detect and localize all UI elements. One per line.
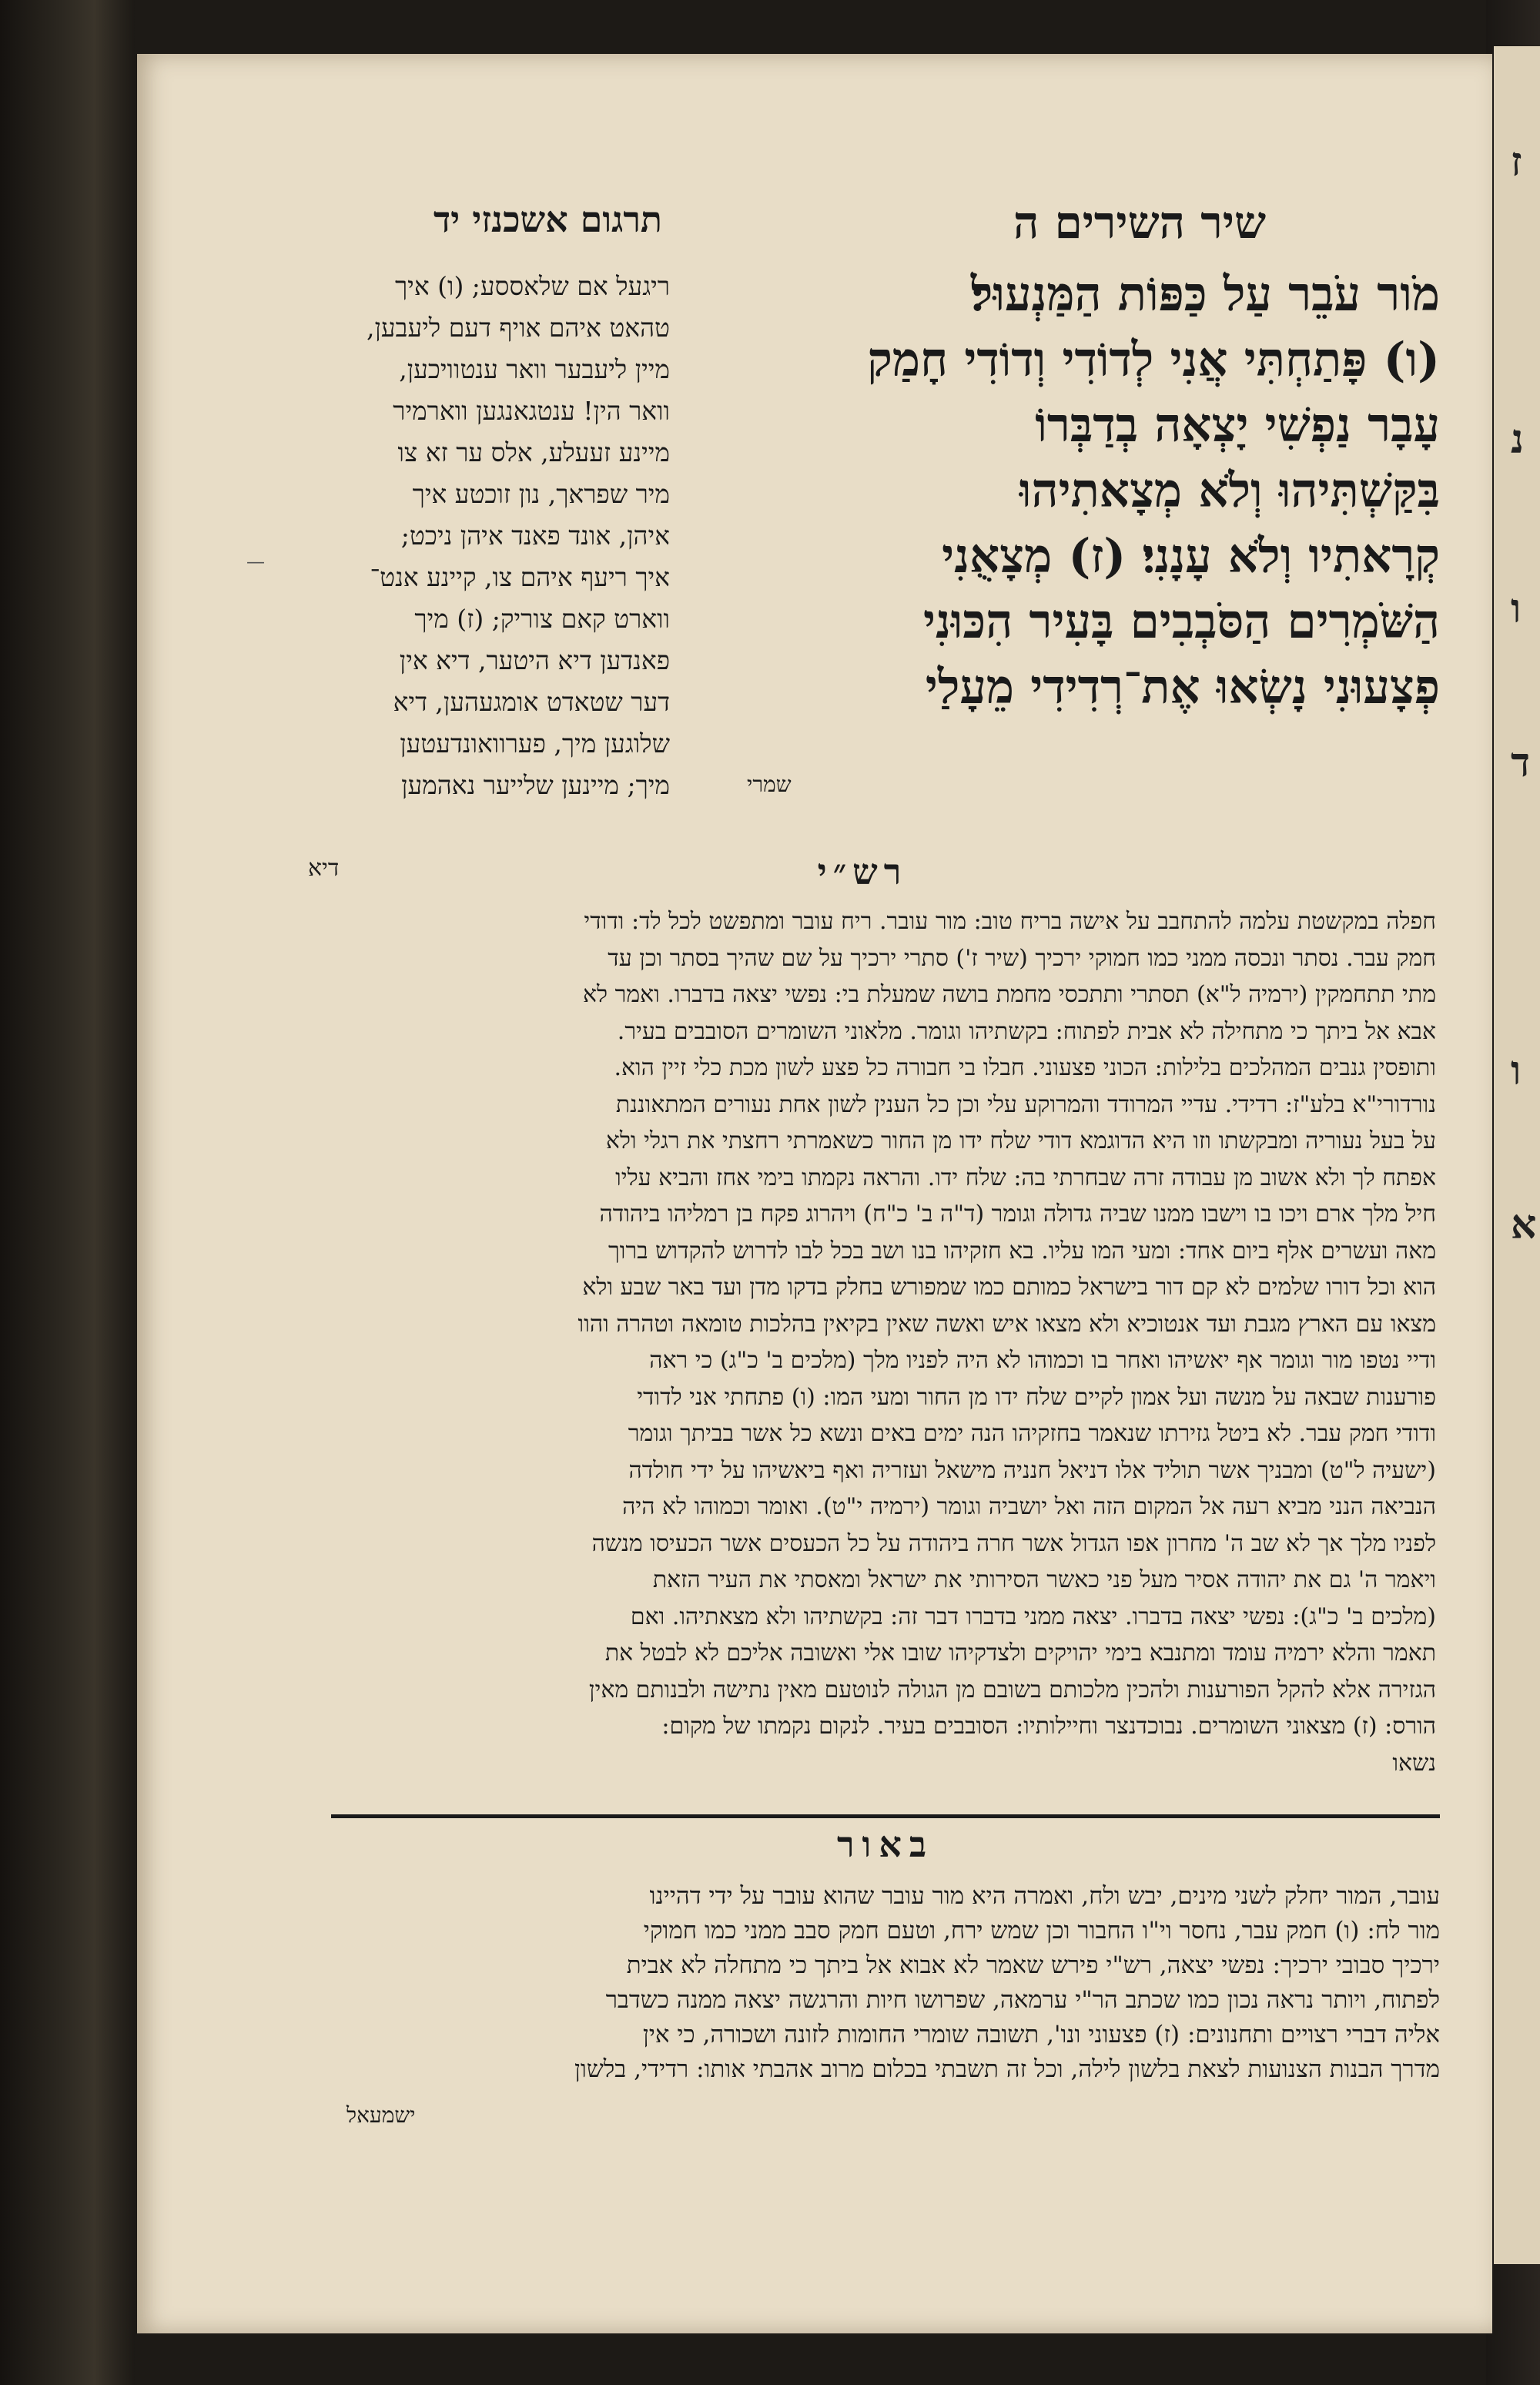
section-divider <box>331 1814 1440 1818</box>
rashi-line: מתי תתחמקין (ירמיה ל"א) תסתרי ותתכסי מחמת בושה שמעלת בי: נפשי יצאה בדברו. ואמר לא <box>583 981 1436 1008</box>
biur-line: מדרך הבנות הצנועות לצאת בלשון לילה, וכל זה תשבתי בכלום מרוב אהבתי אותו: רדידי, בלשון <box>574 2055 1440 2083</box>
rashi-line: הורס: (ז) מצאוני השומרים. נבוכדנצר וחיילותיו: הסובבים בעיר. לנקום נקמתו של מקום: <box>661 1713 1436 1740</box>
biur-line: ירכיך סבובי ירכיך: נפשי יצאה, רש"י פירש שאמר לא אבוא אל ביתך כי מתחלה לא אבית <box>626 1951 1440 1979</box>
targum-column <box>308 266 670 806</box>
rashi-line: ויאמר ה' גם את יהודה אסיר מעל פני כאשר הסירותי את ישראל ומאסתי את העיר הזאת <box>652 1566 1436 1593</box>
targum-line: דער שטאדט אומגעהען, דיא <box>393 687 670 717</box>
targum-line: פאנדען דיא היטער, דיא אין <box>399 645 670 675</box>
rashi-line: הנביאה הנני מביא רעה אל המקום הזה ואל יושביה וגומר (ירמיה י"ט). ואומר וכמוהו לא היה <box>622 1493 1436 1520</box>
rashi-line: חפלה במקשטת עלמה להתחבב על אישה בריח טוב: מור עובר. ריח עובר ומתפשט לכל לד: ודודי <box>584 908 1436 935</box>
rashi-line: ודיי נטפו מור וגומר אף יאשיהו ואחר בו וכמוהו לא היה לפניו מלך (מלכים ב' כ"ג) כי ראה <box>649 1347 1436 1374</box>
verse-text <box>808 262 1440 720</box>
biur-line: אליה דברי רצויים ותחנונים: (ז) פצעוני ונו', תשובה שומרי החומות לזונה ושכורה, כי אין <box>642 2021 1440 2048</box>
targum-line: מיינע זעעלע, אלס ער זא צו <box>397 437 670 467</box>
verse-catchword: שמרי <box>747 772 792 797</box>
next-page-glyph: ו <box>1511 1047 1522 1094</box>
targum-line: ריגעל אם שלאססע; (ו) איך <box>394 271 670 301</box>
targum-line: ווארט קאם צוריק; (ז) מיך <box>414 604 670 634</box>
rashi-line: לפניו מלך אך לא שב ה' מחרון אפו הגדול אשר חרה ביהודה על כל הכעסים אשר הכעיסו מנשה <box>591 1529 1436 1557</box>
biur-catchword: ישמעאל <box>346 2102 416 2128</box>
rashi-line: חמק עבר. נסתר ונכסה ממני כמו חמוקי ירכיך (שיר ז') סתרי ירכיך על שם שהיך בסתר וכן עד <box>608 944 1436 972</box>
margin-mark: — <box>246 551 265 572</box>
next-page-glyph: ד <box>1511 739 1531 786</box>
next-page-edge <box>1494 46 1540 2264</box>
rashi-line: (מלכים ב' כ"ג): נפשי יצאה בדברו. יצאה ממני בדברו דבר זה: בקשתיהו ולא מצאתיהו. ואם <box>630 1603 1436 1630</box>
next-page-glyph: ז <box>1511 139 1522 186</box>
rashi-line: ודודי חמק עבר. לא ביטל גזירתו שנאמר בחזקיהו הנה ימים באים ונשא כל אשר בביתך וגומר <box>628 1420 1436 1447</box>
rashi-line: תאמר והלא ירמיה עומד ומתנבא בימי יהויקים ולצדקיהו שובו אלי ואשובה אליכם לא לבטל את <box>604 1640 1436 1666</box>
rashi-line: על בעל נעוריה ומבקשתו וזו היא הדוגמא דודי שלח ידו מן החור כשאמרתי רחצתי את רגלי ולא <box>605 1127 1436 1154</box>
next-page-glyph: א <box>1511 1201 1537 1248</box>
running-head-left: תרגום אשכנזי יד <box>434 199 662 240</box>
targum-line: וואר הין! ענטגאנגען ווארמיר <box>393 396 670 426</box>
rashi-catchword: נשאו <box>1392 1749 1436 1777</box>
rashi-line: חיל מלך ארם ויכו בו וישבו ממנו שביה גדולה וגומר (ד"ה ב' כ"ח) ויהרוג פקח בן רמליהו ביהודה <box>599 1201 1436 1228</box>
verse-line: הַשֹּׁמְרִים הַסֹּבְבִים בָּעִיר הִכּוּנִי <box>922 595 1440 649</box>
biur-line: מור לח: (ו) חמק עבר, נחסר וי"ו החבור וכן שמש ירח, וטעם חמק סבב ממני כמו חמוקי <box>643 1917 1440 1945</box>
verse-line: קְרָאתִיו וְלֹא עָנָנִי׃ (ז) מְצָאֻנִי <box>942 529 1440 584</box>
targum-line: מיר שפראך, נון זוכטע איך <box>412 479 670 509</box>
biur-commentary <box>323 1879 1440 2087</box>
targum-line: טהאט איהם אויף דעם ליעבען, <box>366 313 670 343</box>
targum-line: שלוגען מיך, פערוואונדעטען <box>400 729 670 759</box>
verse-line: בִּקַּשְׁתִּיהוּ וְלֹא מְצָאתִיהוּ <box>1019 464 1440 518</box>
targum-line: איך ריעף איהם צו, קיינע אנט־ <box>370 562 670 592</box>
targum-catchword: דיא <box>308 855 340 882</box>
biur-line: לפתוח, ויותר נראה נכון כמו שכתב הר"י ערמאה, שפרושו חיות והרגשה יצאה ממנה כשדבר <box>605 1986 1440 2014</box>
verse-line: (ו) פָּתַחְתִּי אֲנִי לְדוֹדִי וְדוֹדִי חָמַק <box>867 333 1440 387</box>
verse-line: עָבָר נַפְשִׁי יָצְאָה בְדַבְּרוֹ <box>1035 398 1440 453</box>
rashi-line: נורדורי"א בלע"ז: רדידי. עדיי המרודד והמרוקע עלי וכן כל הענין לשון אחת נעורים המתאוננת <box>615 1090 1436 1118</box>
next-page-glyph: נ <box>1511 416 1524 463</box>
verse-line: מֹור עֹבֵר עַל כַּפּוֹת הַמַּנְעוּל׃ <box>970 267 1440 322</box>
running-head-right: שיר השירים ה <box>1013 196 1267 249</box>
rashi-line: ותופסין גנבים המהלכים בלילות: הכוני פצעוני. חבלו בי חבורה כל פצע לשון מכת כלי זיין הוא. <box>614 1054 1436 1081</box>
rashi-line: (ישעיה ל"ט) ומבניך אשר תוליד אלו דניאל חנניה מישאל ועזריה ואף ביאשיהו על ידי חולדה <box>628 1456 1436 1484</box>
rashi-line: מאה ועשרים אלף ביום אחד: ומעי המו עליו. בא חזקיהו בנו ושב בכל לבו לדרוש להקדוש ברוך <box>608 1237 1436 1265</box>
targum-line: איהן, אונד פאנד איהן ניכט; <box>400 521 670 551</box>
targum-line: מיך; מיינען שלייער נאהמען <box>401 770 670 800</box>
rashi-line: אפתח לך ולא אשוב מן עבודה זרה שבחרתי בה: שלח ידו. והראה נקמתו בימי אחז והביא עליו <box>615 1164 1436 1191</box>
rashi-heading: רש״י <box>817 851 908 893</box>
targum-line: מיין ליעבער וואר ענטוויכען, <box>399 354 670 384</box>
biur-line: עובר, המור יחלק לשני מינים, יבש ולח, ואמרה היא מור עובר שהוא עובר על ידי דהיינו <box>649 1882 1440 1910</box>
rashi-line: מצאו עם הארץ מגבת ועד אנטוכיא ולא מצאו איש ואשה שאין בקיאין בהלכות טומאה וטהרה והוו <box>578 1310 1436 1338</box>
verse-line: פְצָעוּנִי נָשְׂאוּ אֶת־רְדִידִי מֵעָלַי <box>925 660 1440 715</box>
biur-heading: באור <box>836 1824 935 1865</box>
next-page-glyph: ו <box>1511 585 1522 632</box>
book-binding <box>0 0 135 2385</box>
rashi-line: פורענות שבאה על מנשה ועל אמון לקיים שלח ידו מן החור ומעי המו: (ו) פתחתי אני לדודי <box>637 1383 1436 1411</box>
rashi-line: הוא וכל דורו שלמים לא קם דור בישראל כמותם כמו שמפורש בחלק בדקו מדן ועד באר שבע ולא <box>582 1274 1436 1301</box>
rashi-commentary <box>312 903 1436 1781</box>
rashi-line: אבא אל ביתך כי מתחילה לא אבית לפתוח: בקשתיהו וגומר. מלאוני השומרים הסובבים בעיר. <box>617 1017 1436 1045</box>
rashi-line: הגזירה אלא להקל הפורענות ולהכין מלכותם בשובם מן הגולה לנוטעם מאין נתישה ולבנותם מאין <box>588 1676 1436 1703</box>
